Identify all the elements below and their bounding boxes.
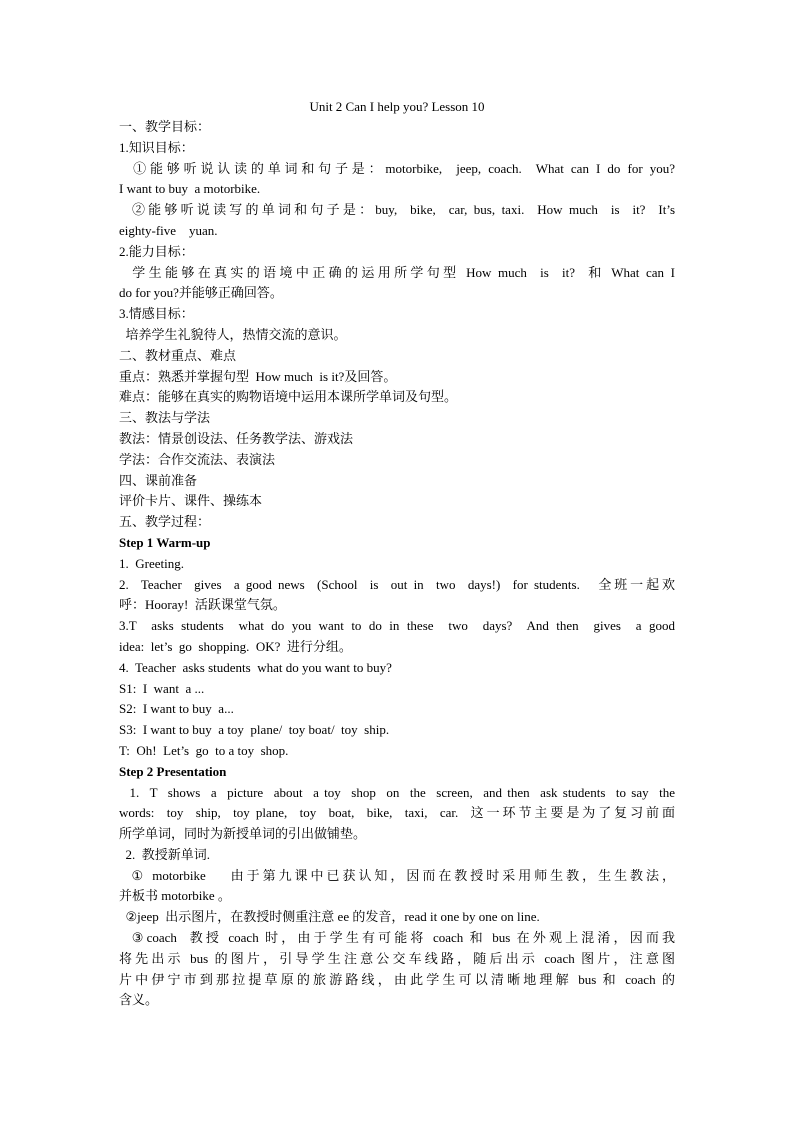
subsection-heading: 1.知识目标： <box>119 139 194 155</box>
section-heading: 三、教法与学法 <box>119 410 211 426</box>
text-line: 所学单词，同时为新授单词的引出做铺垫。 <box>119 826 367 842</box>
text-line: ③coach 教授 coach 时，由于学生有可能将 coach 和 bus 在外观上混淆，因而我 <box>119 930 675 946</box>
text-line: 片中伊宁市到那拉提草原的旅游路线，由此学生可以清晰地理解 bus 和 coach 的 <box>119 971 675 987</box>
document-page <box>119 96 675 1011</box>
text-line: 难点：能够在真实的购物语境中运用本课所学单词及句型。 <box>119 389 458 405</box>
text-line: 1. T shows a picture about a toy shop on the screen, and then ask students to say the <box>119 784 675 800</box>
text-line: 将先出示 bus 的图片，引导学生注意公交车线路，随后出示 coach 图片，注意图 <box>119 950 675 966</box>
text-line: 4. Teacher asks students what do you want to buy? <box>119 659 392 675</box>
text-line: I want to buy a motorbike. <box>119 181 261 197</box>
text-line: do for you?并能够正确回答。 <box>119 285 283 301</box>
text-line: 含义。 <box>119 992 159 1008</box>
text-line: 培养学生礼貌待人，热情交流的意识。 <box>119 326 347 342</box>
text-line: eighty-five yuan. <box>119 222 218 238</box>
section-heading: 一、教学目标： <box>119 119 211 134</box>
step-heading: Step 1 Warm-up <box>119 534 211 550</box>
text-line: 学法：合作交流法、表演法 <box>119 451 276 467</box>
text-line: ②能够听说读写的单词和句子是：buy, bike, car, bus, taxi. How much is it? It’s <box>119 202 676 218</box>
text-line: 评价卡片、课件、操练本 <box>119 493 263 509</box>
text-line: ①能够听说认读的单词和句子是：motorbike, jeep, coach. What can I do for you? <box>119 160 675 176</box>
text-line: 3.T asks students what do you want to do in these two days? And then gives a good <box>119 618 675 634</box>
step-heading: Step 2 Presentation <box>119 763 227 779</box>
text-line: 教法：情景创设法、任务教学法、游戏法 <box>119 430 354 446</box>
text-line: idea: let’s go shopping. OK? 进行分组。 <box>119 638 352 654</box>
text-line: T: Oh! Let’s go to a toy shop. <box>119 742 289 758</box>
text-line: S1: I want a ... <box>119 680 205 696</box>
subsection-heading: 2.能力目标： <box>119 243 194 259</box>
text-line: 学生能够在真实的语境中正确的运用所学句型 How much is it? 和 What can I <box>119 264 675 280</box>
text-line: S2: I want to buy a... <box>119 701 234 717</box>
text-line: 2. 教授新单词. <box>119 846 211 862</box>
section-heading: 五、教学过程： <box>119 514 211 530</box>
subsection-heading: 3.情感目标： <box>119 306 194 322</box>
text-line: 并板书 motorbike 。 <box>119 888 231 904</box>
page-title: Unit 2 Can I help you? Lesson 10 <box>309 99 485 114</box>
section-heading: 四、课前准备 <box>119 472 198 488</box>
text-line: 重点：熟悉并掌握句型 How much is it?及回答。 <box>119 368 397 384</box>
text-line: ②jeep 出示图片，在教授时侧重注意 ee 的发音，read it one by one on line. <box>119 909 540 925</box>
text-line: ① motorbike 由于第九课中已获认知，因而在教授时采用师生教，生生教法， <box>119 867 675 883</box>
text-line: 1. Greeting. <box>119 555 184 571</box>
text-line: 呼：Hooray! 活跃课堂气氛。 <box>119 597 286 613</box>
text-line: words: toy ship, toy plane, toy boat, bike, taxi, car. 这一环节主要是为了复习前面 <box>119 805 675 821</box>
text-line: 2. Teacher gives a good news (School is out in two days!) for students. 全班一起欢 <box>119 576 675 592</box>
section-heading: 二、教材重点、难点 <box>119 347 237 363</box>
text-line: S3: I want to buy a toy plane/ toy boat/ toy ship. <box>119 722 390 738</box>
